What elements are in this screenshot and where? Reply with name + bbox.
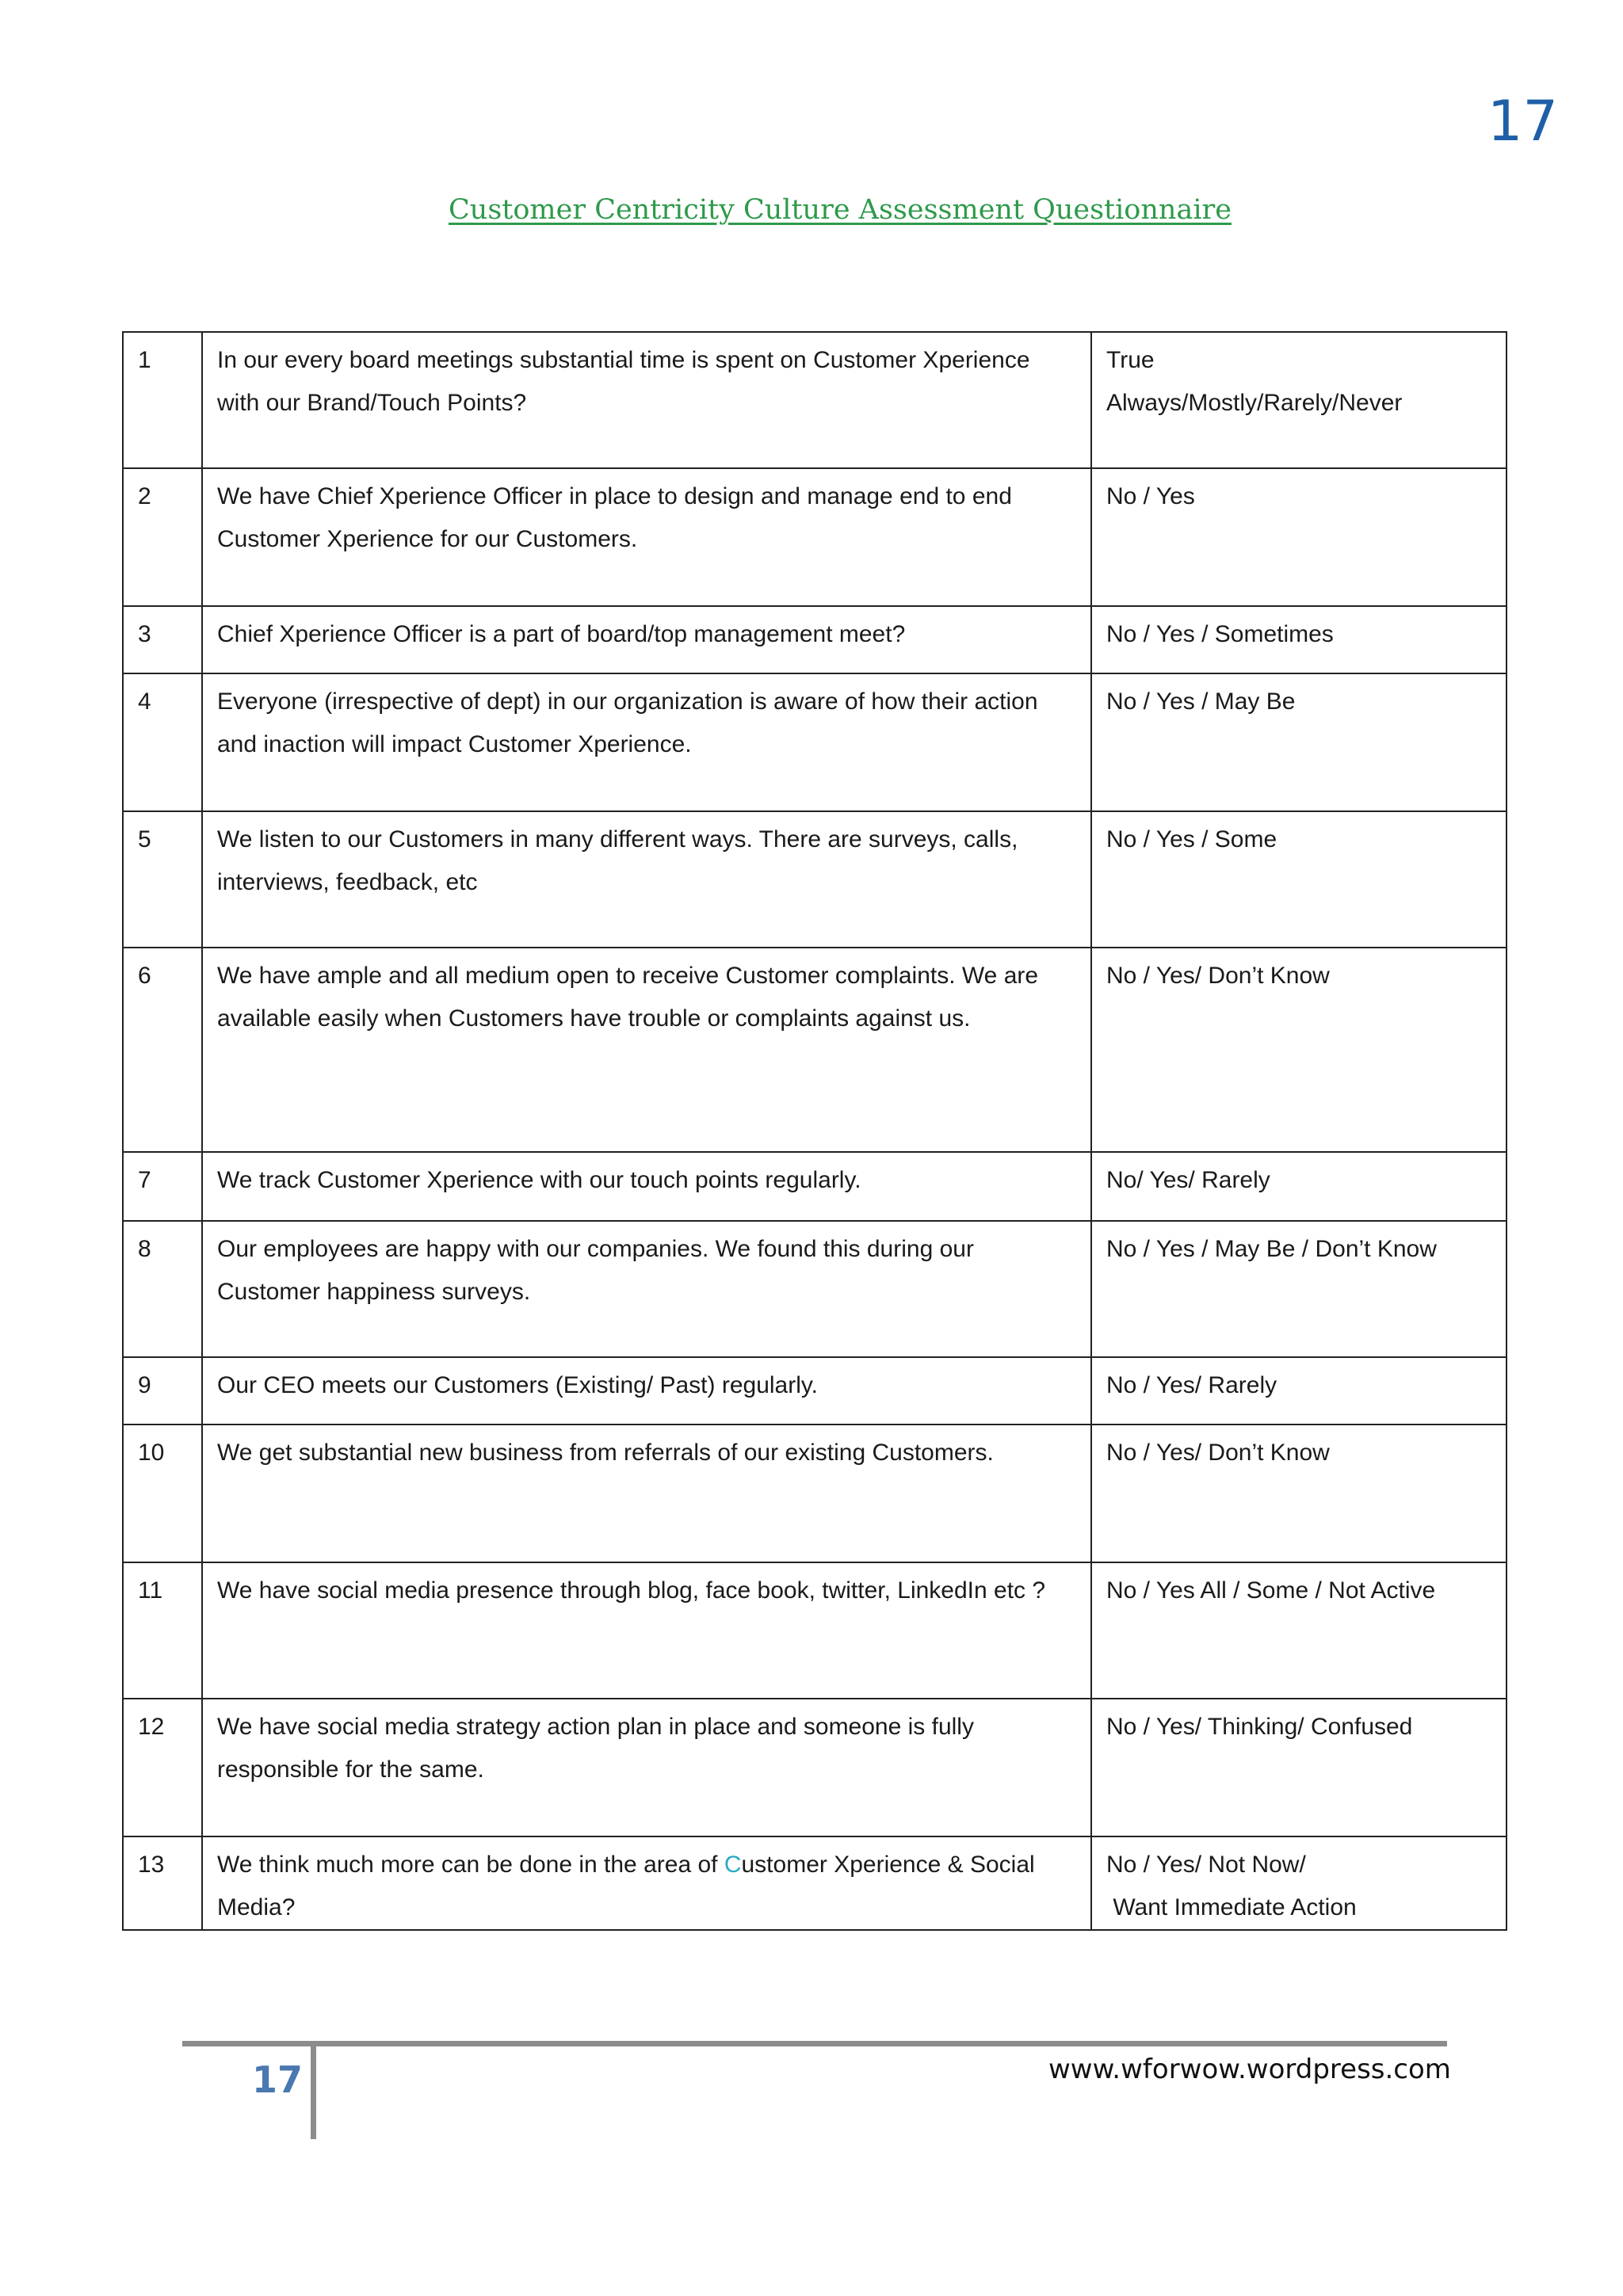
question-number: 13 <box>123 1836 202 1930</box>
footer-url: www.wforwow.wordpress.com <box>1048 2054 1451 2085</box>
answer-options <box>1091 1152 1507 1221</box>
answer-options <box>1091 606 1507 673</box>
answer-line: No / Yes/ Not Now/ <box>1106 1852 1306 1878</box>
question-number: 2 <box>123 468 202 606</box>
page-number-top: 17 <box>1487 89 1558 154</box>
answer-options <box>1091 1221 1507 1357</box>
document-title: Customer Centricity Culture Assessment Questionnaire <box>449 194 1232 226</box>
answer-line: No / Yes/ Don’t Know <box>1106 963 1330 989</box>
answer-options <box>1091 1699 1507 1836</box>
answer-options <box>1091 673 1507 811</box>
question-number: 10 <box>123 1425 202 1562</box>
table-row <box>123 468 1507 606</box>
answer-line: No / Yes / Sometimes <box>1106 621 1334 647</box>
answer-options <box>1091 1836 1507 1930</box>
answer-line: No / Yes/ Rarely <box>1106 1372 1277 1398</box>
answer-options <box>1091 811 1507 948</box>
questionnaire-table <box>122 331 1507 1931</box>
answer-line: No / Yes / Some <box>1106 826 1277 852</box>
answer-line: No / Yes All / Some / Not Active <box>1106 1577 1436 1604</box>
answer-line: Always/Mostly/Rarely/Never <box>1106 390 1403 416</box>
answer-line: True <box>1106 347 1155 373</box>
question-text: We have social media strategy action plan in place and someone is fully responsible for the same. <box>202 1699 1091 1836</box>
question-text-part: We think much more can be done in the area of <box>217 1852 724 1878</box>
footer-divider <box>311 2041 316 2139</box>
question-text: We have ample and all medium open to receive Customer complaints. We are available easily when Customers have trouble or complaints against us. <box>202 948 1091 1152</box>
table-row <box>123 1699 1507 1836</box>
answer-line: No / Yes/ Don’t Know <box>1106 1440 1330 1466</box>
question-text-accent: C <box>724 1852 742 1878</box>
answer-line: No / Yes/ Thinking/ Confused <box>1106 1714 1413 1740</box>
question-text: We listen to our Customers in many different ways. There are surveys, calls, interviews, feedback, etc <box>202 811 1091 948</box>
question-text: Our CEO meets our Customers (Existing/ Past) regularly. <box>202 1357 1091 1425</box>
table-row <box>123 673 1507 811</box>
table-row <box>123 1221 1507 1357</box>
table-row <box>123 1836 1507 1930</box>
table-row <box>123 1562 1507 1699</box>
table-row <box>123 1357 1507 1425</box>
answer-line: No/ Yes/ Rarely <box>1106 1167 1270 1193</box>
question-number: 7 <box>123 1152 202 1221</box>
answer-options <box>1091 1562 1507 1699</box>
question-number: 11 <box>123 1562 202 1699</box>
question-text: We have Chief Xperience Officer in place to design and manage end to end Customer Xperience for our Customers. <box>202 468 1091 606</box>
question-text: We have social media presence through blog, face book, twitter, LinkedIn etc ? <box>202 1562 1091 1699</box>
question-number: 9 <box>123 1357 202 1425</box>
answer-options <box>1091 1357 1507 1425</box>
footer-rule <box>182 2041 1447 2046</box>
answer-options <box>1091 948 1507 1152</box>
table-row <box>123 1152 1507 1221</box>
question-number: 3 <box>123 606 202 673</box>
question-number: 4 <box>123 673 202 811</box>
question-number: 12 <box>123 1699 202 1836</box>
answer-line: No / Yes / May Be / Don’t Know <box>1106 1236 1437 1262</box>
question-number: 1 <box>123 332 202 468</box>
question-number: 5 <box>123 811 202 948</box>
question-text: We track Customer Xperience with our touch points regularly. <box>202 1152 1091 1221</box>
table-row <box>123 811 1507 948</box>
footer-page-number: 17 <box>252 2058 304 2101</box>
answer-options <box>1091 468 1507 606</box>
table-row <box>123 332 1507 468</box>
answer-options <box>1091 332 1507 468</box>
table-row <box>123 606 1507 673</box>
answer-options <box>1091 1425 1507 1562</box>
question-text: Everyone (irrespective of dept) in our organization is aware of how their action and inaction will impact Customer Xperience. <box>202 673 1091 811</box>
question-text-part: ustomer Xperience & Social Media? <box>217 1852 1035 1920</box>
table-row <box>123 948 1507 1152</box>
question-number: 6 <box>123 948 202 1152</box>
question-text: In our every board meetings substantial time is spent on Customer Xperience with our Brand/Touch Points? <box>202 332 1091 468</box>
question-text: Chief Xperience Officer is a part of board/top management meet? <box>202 606 1091 673</box>
question-number: 8 <box>123 1221 202 1357</box>
answer-line: No / Yes <box>1106 483 1195 509</box>
answer-line: Want Immediate Action <box>1106 1894 1357 1920</box>
answer-line: No / Yes / May Be <box>1106 688 1296 715</box>
question-text: Our employees are happy with our companies. We found this during our Customer happiness surveys. <box>202 1221 1091 1357</box>
question-text <box>202 1836 1091 1930</box>
question-text: We get substantial new business from referrals of our existing Customers. <box>202 1425 1091 1562</box>
table-row <box>123 1425 1507 1562</box>
